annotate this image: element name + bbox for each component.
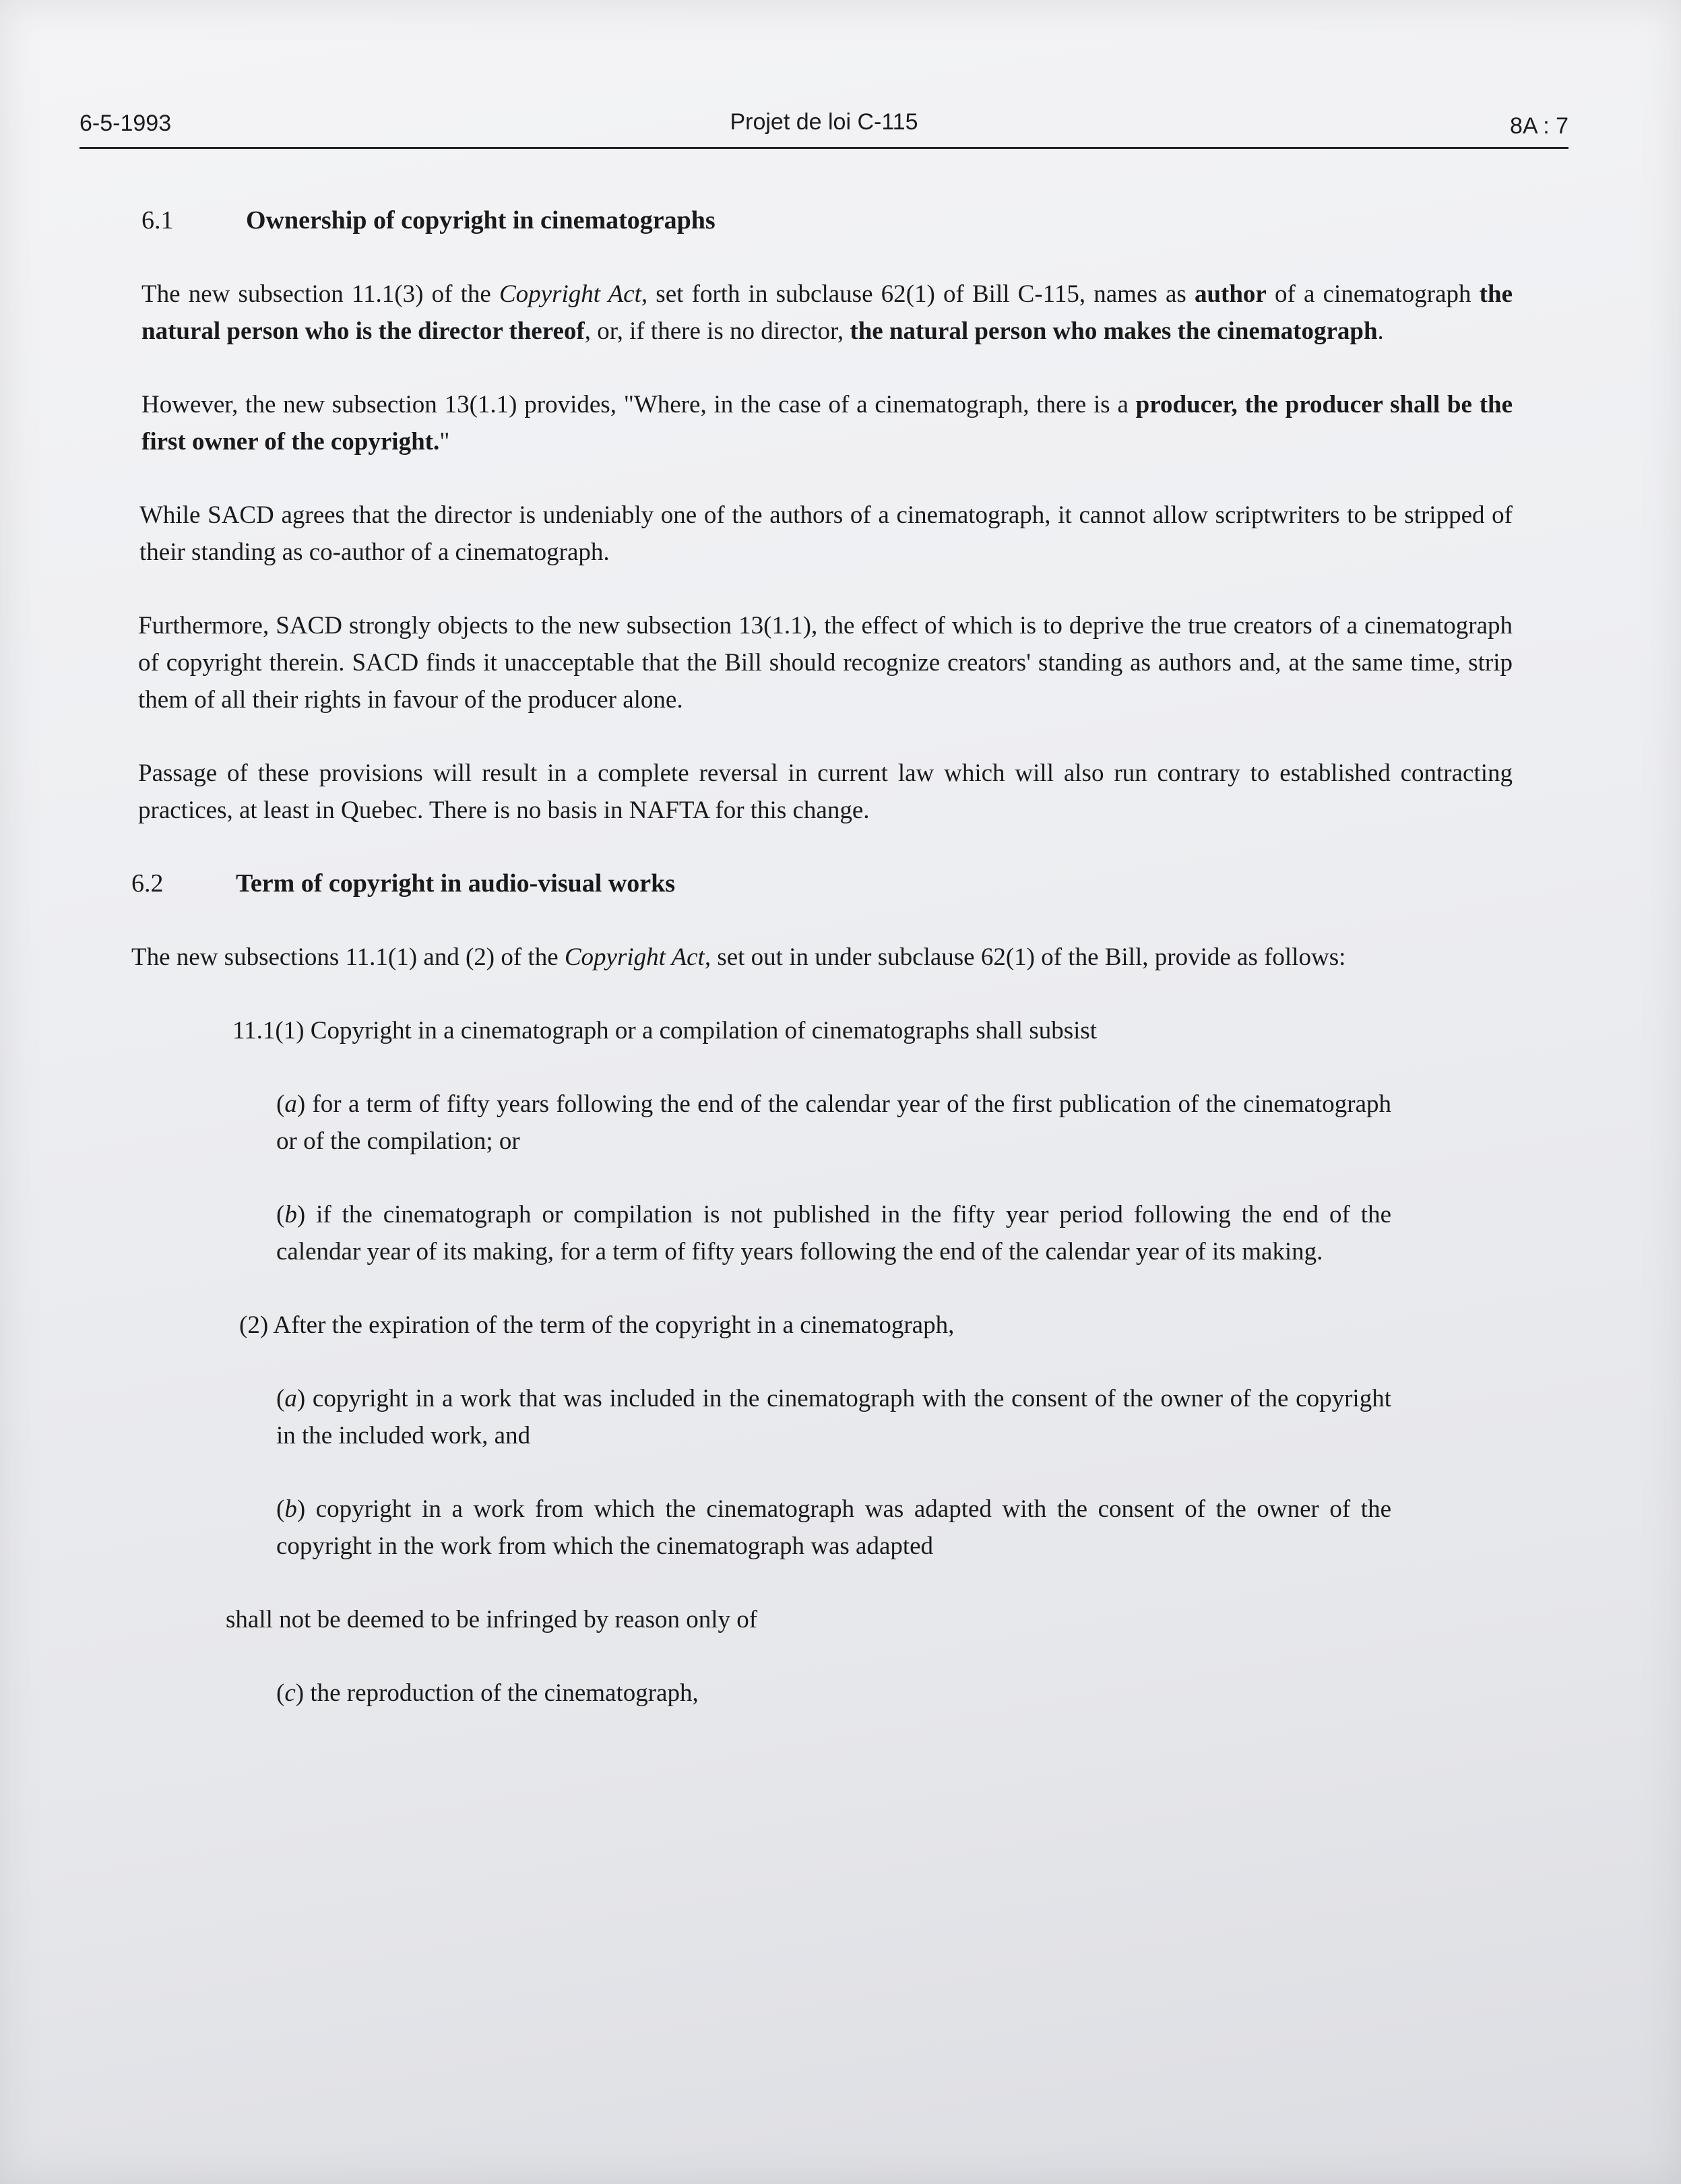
page-header bbox=[80, 106, 1568, 149]
quoted-provision-11-1-2-c: (c) the reproduction of the cinematograph, bbox=[276, 1679, 699, 1707]
text-run: . bbox=[1377, 317, 1384, 345]
text-run: However, the new subsection 13(1.1) provides, "Where, in the case of a cinematograph, there is a bbox=[141, 391, 1136, 418]
section-title: Ownership of copyright in cinematographs bbox=[246, 206, 716, 235]
text-run: set forth in subclause 62(1) of Bill C-115, names as bbox=[647, 280, 1195, 308]
paragraph-term-intro bbox=[131, 939, 1513, 976]
text-run: , or, if there is no director, bbox=[584, 317, 850, 345]
text-run: set out in under subclause 62(1) of the Bill, provide as follows: bbox=[711, 943, 1346, 971]
section-number: 6.2 bbox=[131, 869, 164, 898]
item-label: a bbox=[284, 1385, 297, 1412]
quoted-provision-11-1-2-a: (a) copyright in a work that was included in the cinematograph with the consent of the owner of the copyright in the included work, and bbox=[276, 1385, 1391, 1449]
text-run: copyright in a work that was included in the cinematograph with the consent of the owner of the copyright in the included work, and bbox=[276, 1385, 1391, 1449]
item-label: c bbox=[284, 1679, 296, 1707]
bold-text: author bbox=[1194, 280, 1267, 308]
quoted-provision-11-1-1-b: (b) if the cinematograph or compilation is not published in the fifty year period following the end of the calendar year of its making, for a term of fifty years following the end of the calendar year of its making. bbox=[276, 1201, 1391, 1266]
text-run: for a term of fifty years following the end of the calendar year of the first publication of the cinematograph or of the compilation; or bbox=[276, 1090, 1391, 1155]
header-date: 6-5-1993 bbox=[80, 111, 172, 136]
section-heading-6-2 bbox=[131, 865, 1513, 902]
text-run: " bbox=[439, 428, 450, 456]
paragraph-sacd-position: While SACD agrees that the director is undeniably one of the authors of a cinematograph, it cannot allow scriptwriters to be stripped of their standing as co-author of a cinematograph. bbox=[139, 501, 1513, 566]
item-label: b bbox=[284, 1201, 297, 1228]
item-label: a bbox=[284, 1090, 297, 1118]
header-bill-title: Projet de loi C-115 bbox=[730, 109, 918, 135]
paragraph-sacd-objection: Furthermore, SACD strongly objects to the new subsection 13(1.1), the effect of which is to deprive the true creators of a cinematograph of copyright therein. SACD finds it unacceptable that the Bill should recognize creators' standing as authors and, at the same time, strip them of all their rights in favour of the producer alone. bbox=[138, 612, 1513, 714]
document-body bbox=[131, 202, 1513, 1712]
paragraph-reversal: Passage of these provisions will result in a complete reversal in current law which will also run contrary to established contracting practices, at least in Quebec. There is no basis in NAFTA for this change. bbox=[138, 759, 1513, 824]
bold-text: producer, the producer shall be the first owner of the copyright. bbox=[141, 391, 1513, 456]
item-label: b bbox=[284, 1495, 297, 1523]
text-run: if the cinematograph or compilation is not published in the fifty year period following the end of the calendar year of its making, for a term of fifty years following the end of the calendar year of its making. bbox=[276, 1201, 1391, 1266]
text-run: of a cinematograph bbox=[1266, 280, 1480, 308]
section-number: 6.1 bbox=[141, 206, 174, 235]
bold-text: the natural person who is the director thereof bbox=[141, 280, 1513, 345]
paragraph-producer-owner bbox=[141, 386, 1513, 460]
quoted-provision-11-1-1-a: (a) for a term of fifty years following the end of the calendar year of the first publication of the cinematograph or of the compilation; or bbox=[276, 1090, 1391, 1155]
quoted-provision-11-1-1: 11.1(1) Copyright in a cinematograph or a compilation of cinematographs shall subsist bbox=[232, 1017, 1098, 1044]
act-name: Copyright Act, bbox=[564, 943, 711, 971]
bold-text: the natural person who makes the cinematograph bbox=[850, 317, 1378, 345]
section-title: Term of copyright in audio-visual works bbox=[236, 869, 676, 898]
quoted-provision-shall-not: shall not be deemed to be infringed by reason only of bbox=[226, 1606, 758, 1633]
section-heading-6-1 bbox=[141, 202, 1513, 239]
text-run: the reproduction of the cinematograph, bbox=[304, 1679, 699, 1707]
paragraph-author-definition bbox=[141, 276, 1513, 350]
text-run: copyright in a work from which the cinematograph was adapted with the consent of the owner of the copyright in the work from which the cinematograph was adapted bbox=[276, 1495, 1391, 1560]
quoted-provision-11-1-2-b: (b) copyright in a work from which the cinematograph was adapted with the consent of the owner of the copyright in the work from which the cinematograph was adapted bbox=[276, 1495, 1391, 1560]
text-run: The new subsections 11.1(1) and (2) of the bbox=[131, 943, 565, 971]
text-run: The new subsection 11.1(3) of the bbox=[141, 280, 499, 308]
quoted-provision-11-1-2: (2) After the expiration of the term of the copyright in a cinematograph, bbox=[239, 1311, 955, 1339]
header-page-number: 8A : 7 bbox=[1510, 113, 1568, 139]
act-name: Copyright Act, bbox=[499, 280, 648, 308]
